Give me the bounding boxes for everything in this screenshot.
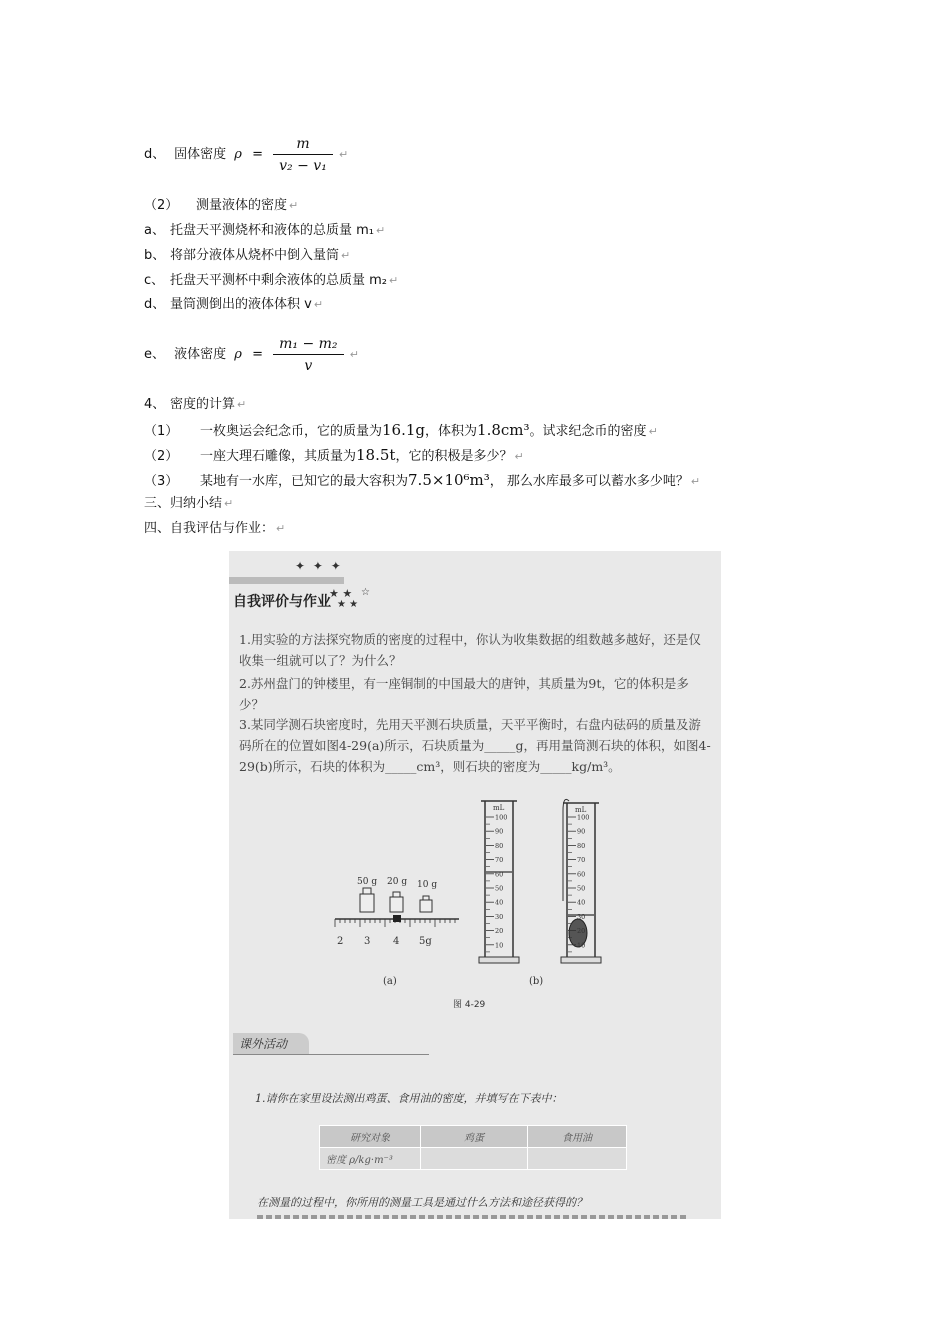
- item-text: 量筒测倒出的液体体积 v: [170, 297, 312, 312]
- liquid-density-fraction: [273, 336, 343, 374]
- table-header-cell: 研究对象: [320, 1126, 421, 1148]
- weight-10g: [420, 896, 432, 912]
- scan-heading: 自我评价与作业: [233, 594, 331, 610]
- solid-density-fraction: [273, 136, 333, 174]
- star-decoration: ★ ★: [337, 599, 359, 610]
- cut-off-line: [257, 1215, 687, 1219]
- item-label: c、: [144, 273, 165, 288]
- item-text: 固体密度: [174, 147, 227, 162]
- cylinder-tick-label: 90: [577, 827, 586, 836]
- section-3-summary: [144, 496, 233, 512]
- return-mark: ↵: [338, 148, 349, 161]
- question-2: [144, 447, 524, 465]
- cylinder-tick-label: 50: [495, 884, 504, 893]
- exercise-2: 2.苏州盘门的钟楼里，有一座铜制的中国最大的唐钟，其质量为9t，它的体积是多少？: [239, 676, 689, 712]
- rider-scale: [335, 915, 459, 927]
- section-label: 4、: [144, 397, 166, 412]
- exercise-3: 3.某同学测石块密度时，先用天平测石块质量，天平平衡时，右盘内砝码的质量及游码所在的位置如图4-29(a)所示，石块质量为_____g，再用量筒测石块的体积，如图4-29(b)所示，石块的体积为_____cm³，则石块的密度为_____kg/m³。: [239, 717, 711, 774]
- return-mark: ↵: [341, 249, 351, 262]
- coin-volume-value: 1.8cm³: [477, 421, 530, 439]
- section-4-heading: [144, 397, 246, 413]
- numerator: m: [296, 136, 310, 152]
- figure-caption: 图 4-29: [453, 1000, 486, 1010]
- weight-label: 20 g: [387, 877, 408, 887]
- activity-question: 1.请你在家里设法测出鸡蛋、食用油的密度，并填写在下表中：: [255, 1092, 563, 1105]
- return-mark: ↵: [389, 274, 399, 287]
- density-table: [319, 1125, 627, 1170]
- step-d: [144, 297, 323, 313]
- scale-tick-label: 2: [337, 936, 344, 947]
- table-cell: [528, 1148, 627, 1170]
- return-mark: ↵: [313, 298, 324, 311]
- cylinder-unit: mL: [493, 804, 505, 812]
- question-text: ，体积为: [425, 424, 478, 439]
- item-label: b、: [144, 248, 166, 263]
- question-text: 某地有一水库，已知它的最大容积为: [200, 474, 409, 489]
- rho-symbol: ρ: [234, 147, 242, 162]
- item-text: 托盘天平测烧杯和液体的总质量 m₁: [170, 223, 375, 238]
- section-text: 测量液体的密度: [196, 198, 288, 213]
- table-header-cell: 食用油: [528, 1126, 627, 1148]
- cylinder-tick-label: 30: [577, 912, 586, 921]
- cylinder-tick-label: 20: [577, 927, 586, 936]
- textbook-scan: [229, 551, 721, 1219]
- step-a: [144, 223, 385, 239]
- item-label: d、: [144, 297, 166, 312]
- question-text: 一枚奥运会纪念币，它的质量为: [200, 424, 383, 439]
- question-label: （2）: [144, 449, 179, 464]
- table-cell: [421, 1148, 528, 1170]
- question-1: [144, 422, 658, 440]
- question-label: （1）: [144, 424, 179, 439]
- question-label: （3）: [144, 474, 179, 489]
- scale-tick-label: 4: [393, 936, 400, 947]
- star-decoration: ☆: [361, 587, 370, 598]
- table-header-row: [320, 1126, 627, 1148]
- item-text: 托盘天平测杯中剩余液体的总质量 m₂: [170, 273, 388, 288]
- graduated-cylinder-empty: [479, 801, 519, 963]
- bottom-question: 在测量的过程中，你所用的测量工具是通过什么方法和途径获得的？: [257, 1196, 587, 1209]
- activity-divider: [233, 1054, 429, 1055]
- cylinder-tick-label: 60: [577, 870, 586, 879]
- return-mark: ↵: [514, 450, 524, 463]
- cylinder-tick-label: 50: [577, 884, 586, 893]
- cylinder-tick-label: 70: [577, 856, 586, 865]
- cylinder-tick-label: 40: [577, 898, 586, 907]
- question-text: ，它的积极是多少？: [395, 449, 513, 464]
- figure-4-29: [229, 791, 721, 1021]
- item-label: e、: [144, 347, 165, 362]
- liquid-density-line: [144, 336, 359, 382]
- item-text: 液体密度: [174, 347, 227, 362]
- caption-b: (b): [529, 976, 544, 987]
- coin-mass-value: 16.1g: [382, 421, 426, 439]
- cylinder-tick-label: 80: [495, 841, 504, 850]
- graduated-cylinder-with-stone: [561, 799, 601, 963]
- cylinder-tick-label: 60: [495, 870, 504, 879]
- cylinder-tick-label: 10: [577, 941, 586, 950]
- heading-band: [229, 577, 344, 584]
- cylinder-tick-label: 20: [495, 927, 504, 936]
- denominator: v₂ − v₁: [279, 158, 327, 174]
- activity-heading: 课外活动: [239, 1037, 288, 1051]
- caption-a: (a): [383, 976, 397, 987]
- return-mark: ↵: [276, 522, 286, 535]
- cylinder-tick-label: 80: [577, 841, 586, 850]
- table-header-cell: 鸡蛋: [421, 1126, 528, 1148]
- equals-sign: =: [252, 347, 263, 362]
- section-4-homework: [144, 521, 285, 537]
- star-decoration: ✦ ✦ ✦: [295, 559, 343, 573]
- cylinder-tick-label: 10: [495, 941, 504, 950]
- star-decoration: ★ ★: [329, 587, 353, 600]
- cylinder-tick-label: 70: [495, 856, 504, 865]
- question-3: [144, 472, 700, 490]
- section-2-heading: [144, 198, 298, 214]
- question-text: 。试求纪念币的密度: [529, 424, 647, 439]
- step-b: [144, 248, 350, 264]
- rho-symbol: ρ: [234, 347, 242, 362]
- return-mark: ↵: [376, 224, 386, 237]
- weight-label: 10 g: [417, 880, 438, 890]
- section-text: 四、自我评估与作业：: [144, 521, 275, 536]
- return-mark: ↵: [289, 199, 299, 212]
- cylinder-tick-label: 100: [495, 813, 508, 822]
- scale-tick-label: 5g: [419, 936, 432, 947]
- return-mark: ↵: [224, 497, 234, 510]
- weight-50g: [360, 888, 374, 912]
- cylinder-tick-label: 100: [577, 813, 590, 822]
- denominator: v: [304, 358, 313, 374]
- cylinder-tick-label: 30: [495, 912, 504, 921]
- item-label: a、: [144, 223, 165, 238]
- cylinder-unit: mL: [575, 806, 587, 814]
- item-text: 将部分液体从烧杯中倒入量筒: [170, 248, 340, 263]
- question-text: 一座大理石雕像，其质量为: [200, 449, 357, 464]
- weight-20g: [390, 892, 403, 912]
- section-label: （2）: [144, 198, 179, 213]
- table-row: [320, 1148, 627, 1170]
- section-text: 三、归纳小结: [144, 496, 223, 511]
- cylinder-tick-label: 90: [495, 827, 504, 836]
- return-mark: ↵: [237, 398, 247, 411]
- step-c: [144, 273, 398, 289]
- return-mark: ↵: [349, 348, 359, 361]
- exercise-1: 1.用实验的方法探究物质的密度的过程中，你认为收集数据的组数越多越好，还是仅收集一组就可以了？为什么？: [239, 632, 701, 668]
- return-mark: ↵: [690, 475, 701, 488]
- solid-density-line: [144, 136, 348, 180]
- cylinder-tick-label: 40: [495, 898, 504, 907]
- table-row-label: 密度 ρ/kg·m⁻³: [320, 1148, 421, 1170]
- item-label: d、: [144, 147, 166, 162]
- numerator: m₁ − m₂: [279, 336, 338, 352]
- question-text: ， 那么水库最多可以蓄水多少吨？: [489, 474, 689, 489]
- scale-tick-label: 3: [364, 936, 371, 947]
- section-text: 密度的计算: [170, 397, 236, 412]
- statue-mass-value: 18.5t: [356, 446, 396, 464]
- return-mark: ↵: [648, 425, 658, 438]
- weight-label: 50 g: [357, 877, 378, 887]
- reservoir-volume-value: 7.5×10⁶m³: [408, 471, 490, 489]
- equals-sign: =: [252, 147, 263, 162]
